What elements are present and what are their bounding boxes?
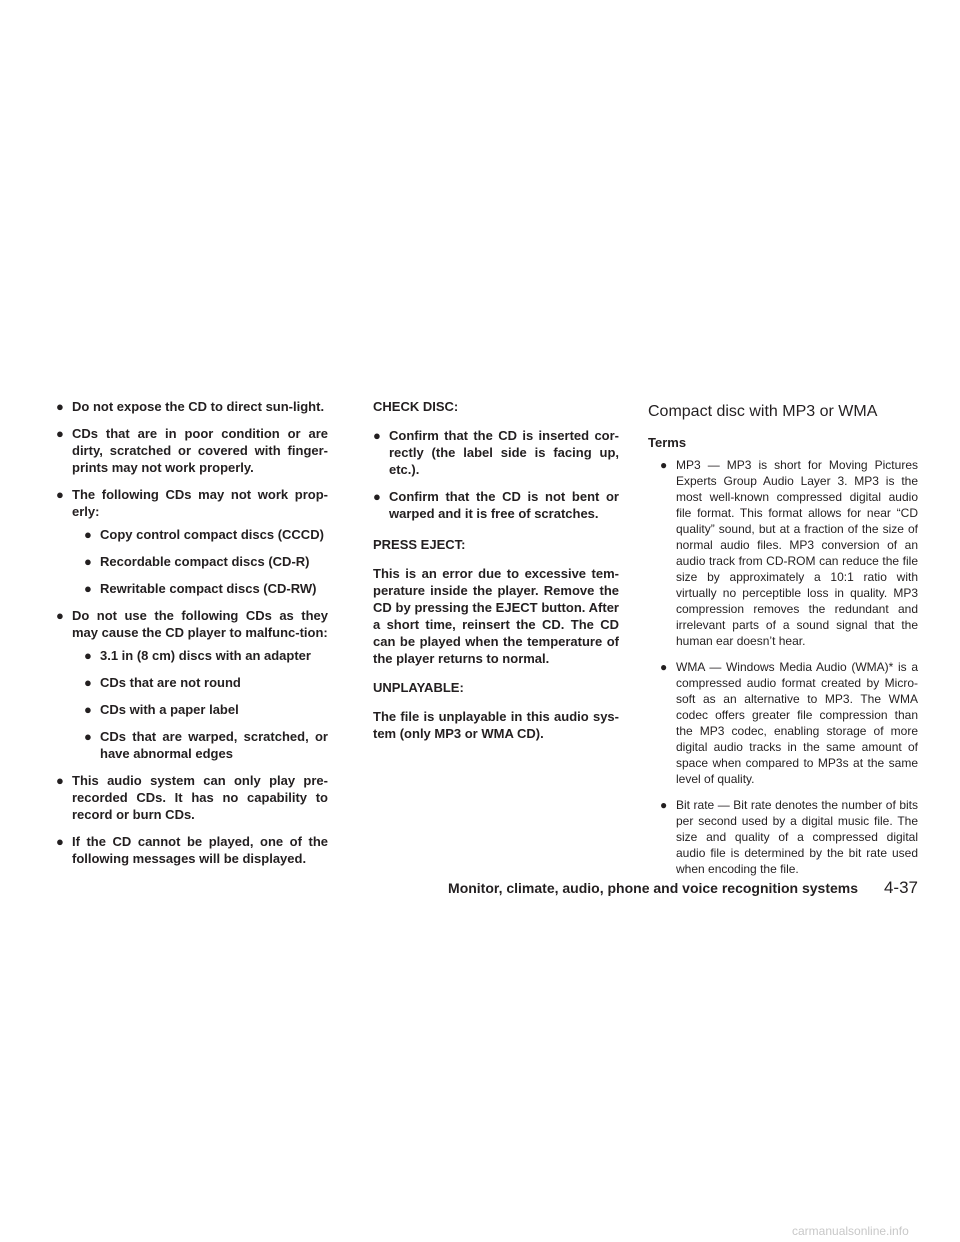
list-item: [56, 833, 328, 867]
list-item: [660, 659, 918, 787]
bullet-icon: ●: [84, 554, 92, 569]
list-item-text: If the CD cannot be played, one of the following messages will be displayed.: [72, 834, 328, 866]
bullet-icon: ●: [56, 426, 64, 441]
list-item: [56, 398, 328, 415]
sub-list-item-text: Copy control compact discs (CCCD): [100, 527, 324, 542]
list-item: [56, 607, 328, 762]
sub-list-item: [72, 553, 328, 570]
list-item-text: CDs that are in poor condition or are dirty, scratched or covered with finger-prints may not work properly.: [72, 426, 328, 475]
sub-list: [72, 526, 328, 597]
unplayable-heading: UNPLAYABLE:: [373, 680, 464, 695]
section-title: Compact disc with MP3 or WMA: [648, 403, 878, 420]
bullet-icon: ●: [56, 608, 64, 623]
list-item-text: Confirm that the CD is inserted cor-rectly (the label side is facing up, etc.).: [389, 428, 619, 477]
sub-list-item-text: CDs with a paper label: [100, 702, 239, 717]
bullet-icon: ●: [56, 399, 64, 414]
list-item-text: MP3 — MP3 is short for Moving Pictures Experts Group Audio Layer 3. MP3 is the most well-known compressed digital audio file format. This format allows for near “CD quality” sound, but at a fraction of the size of normal audio files. MP3 conversion of an audio track from CD-ROM can reduce the file size by approximately a 10:1 ratio with virtually no perceptible loss in quality. MP3 compression removes the redundant and irrelevant parts of a sound signal that the human ear doesn’t hear.: [676, 458, 918, 648]
left-column: [56, 398, 328, 877]
list-item-text: Bit rate — Bit rate denotes the number of bits per second used by a digital music file. The size and quality of a compressed digital audio file is determined by the bit rate used when encoding the file.: [676, 798, 918, 876]
list-item: [56, 772, 328, 823]
sub-list-item-text: CDs that are not round: [100, 675, 241, 690]
bullet-icon: ●: [373, 428, 381, 443]
list-item: [56, 425, 328, 476]
bullet-icon: ●: [84, 675, 92, 690]
sub-list-item: [72, 580, 328, 597]
bullet-icon: ●: [660, 458, 668, 472]
bullet-icon: ●: [84, 702, 92, 717]
list-item-text: WMA — Windows Media Audio (WMA)* is a compressed audio format created by Micro-soft as an alternative to MP3. The WMA codec offers greater file compression than the MP3 codec, enabling storage of more digital audio tracks in the same amount of space when compared to MP3s at the same level of quality.: [676, 660, 918, 786]
bullet-icon: ●: [84, 648, 92, 663]
bullet-icon: ●: [56, 773, 64, 788]
sub-list-item: [72, 674, 328, 691]
sub-list-item-text: 3.1 in (8 cm) discs with an adapter: [100, 648, 311, 663]
page-footer: [448, 878, 918, 902]
list-item: [373, 488, 619, 522]
list-item: [56, 486, 328, 597]
bullet-icon: ●: [56, 834, 64, 849]
sub-list-item-text: Rewritable compact discs (CD-RW): [100, 581, 317, 596]
footer-title: Monitor, climate, audio, phone and voice recognition systems: [448, 880, 858, 896]
sub-list: [72, 647, 328, 762]
list-item: [660, 797, 918, 877]
sub-list-item: [72, 526, 328, 543]
right-column: [648, 402, 918, 887]
sub-list-item: [72, 647, 328, 664]
bullet-icon: ●: [660, 798, 668, 812]
bullet-icon: ●: [84, 581, 92, 596]
sub-list-item-text: Recordable compact discs (CD-R): [100, 554, 310, 569]
watermark: carmanualsonline.info: [792, 1224, 909, 1238]
sub-list-item-text: CDs that are warped, scratched, or have abnormal edges: [100, 729, 328, 761]
bullet-icon: ●: [373, 489, 381, 504]
sub-list-item: [72, 728, 328, 762]
list-item-text: Do not expose the CD to direct sun-light.: [72, 399, 325, 414]
bullet-icon: ●: [84, 527, 92, 542]
page-number: 4-37: [883, 878, 918, 897]
middle-column: [373, 398, 619, 754]
unplayable-text: The file is unplayable in this audio sys-tem (only MP3 or WMA CD).: [373, 709, 619, 741]
list-item: [373, 427, 619, 478]
press-eject-heading: PRESS EJECT:: [373, 537, 466, 552]
list-item-text: This audio system can only play pre-recorded CDs. It has no capability to record or burn CDs.: [72, 773, 328, 822]
check-disc-heading: CHECK DISC:: [373, 399, 459, 414]
list-item-text: Confirm that the CD is not bent or warped and it is free of scratches.: [389, 489, 619, 521]
bullet-icon: ●: [660, 660, 668, 674]
bullet-icon: ●: [84, 729, 92, 744]
press-eject-text: This is an error due to excessive tem-perature inside the player. Remove the CD by pressing the EJECT button. After a short time, reinsert the CD. The CD can be played when the temperature of the player returns to normal.: [373, 566, 619, 666]
list-item-text: The following CDs may not work prop-erly:: [72, 487, 328, 519]
terms-label: Terms: [648, 435, 687, 450]
list-item-text: Do not use the following CDs as they may cause the CD player to malfunc-tion:: [72, 608, 328, 640]
bullet-icon: ●: [56, 487, 64, 502]
sub-list-item: [72, 701, 328, 718]
list-item: [660, 457, 918, 649]
